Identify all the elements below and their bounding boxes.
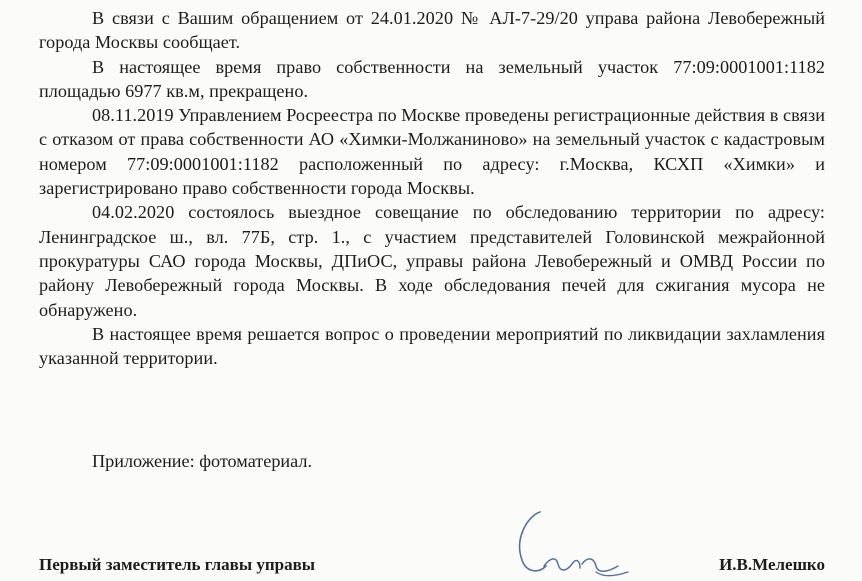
signer-title: Первый заместитель главы управы [39,555,316,574]
paragraph-cleanup-measures: В настоящее время решается вопрос о проведении мероприятий по ликвидации захламления указанной территории. [39,323,825,369]
signature-block [39,553,825,579]
letter-body [39,6,825,370]
paragraph-ownership-terminated: В настоящее время право собственности на земельный участок 77:09:0001001:1182 площадью 6977 кв.м, прекращено. [39,56,825,101]
paragraph-request-reference: В связи с Вашим обращением от 24.01.2020 № АЛ-7-29/20 управа района Левобережный города Москвы сообщает. [39,8,825,53]
paragraph-site-inspection: 04.02.2020 состоялось выездное совещание по обследованию территории по адресу: Ленинградское ш., вл. 77Б, стр. 1., с участием представителей Головинской межрайонной прокуратуры САО города Москвы, ДПиОС, управы района Левобережный и ОМВД России по району Левобережный города Москвы. В ходе обследования печей для сжигания мусора не обнаружено. [39,202,825,320]
attachment-note: Приложение: фотоматериал. [92,451,312,471]
paragraph-registration-actions: 08.11.2019 Управлением Росреестра по Москве проведены регистрационные действия в связи с отказом от права собственности АО «Химки-Молжаниново» на земельный участок с кадастровым номером 77:09:0001001:1182 расположенный по адресу: г.Москва, КСХП «Химки» и зарегистрировано право собственности города Москвы. [39,105,825,199]
signer-name: И.В.Мелешко [719,555,825,574]
